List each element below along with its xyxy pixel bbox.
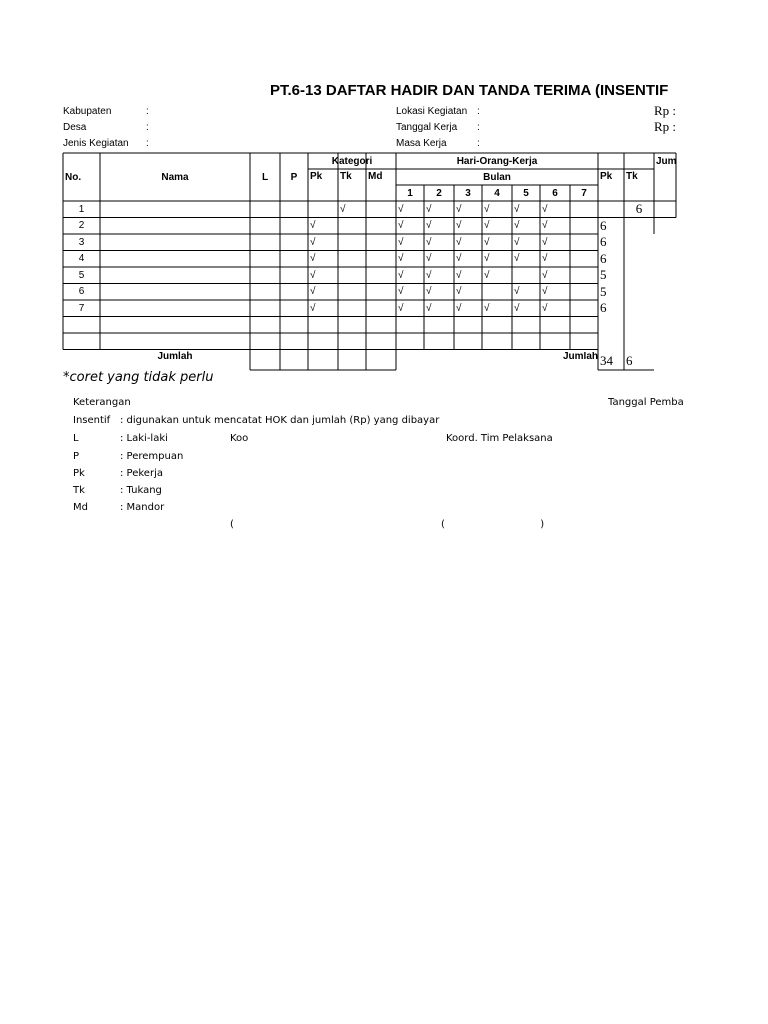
- table-row-sum-pk: 6: [600, 250, 607, 266]
- table-row-sum-pk: [598, 201, 626, 218]
- table-row-day-7: [570, 251, 600, 268]
- table-row-pk: √: [310, 302, 316, 314]
- legend-value-md: : Mandor: [120, 502, 165, 513]
- table-row-day-7: [570, 317, 600, 334]
- header-rp-2: Rp :: [654, 119, 677, 134]
- table-row-day-6: √: [542, 253, 548, 265]
- table-row-no: [63, 333, 100, 350]
- col-header-hok: Hari-Orang-Kerja: [456, 155, 538, 167]
- table-row-day-1: [396, 333, 426, 350]
- table-row-day-6: √: [542, 236, 548, 248]
- table-row-no: [63, 317, 100, 334]
- table-row-day-3: [454, 317, 484, 334]
- legend-key-tk: Tk: [73, 485, 85, 496]
- table-row-no: 4: [78, 253, 85, 265]
- table-row-no: 3: [78, 236, 85, 248]
- col-header-nama: Nama: [161, 171, 189, 183]
- table-row-day-1: √: [398, 220, 404, 232]
- table-row-day-4: √: [484, 302, 490, 314]
- header-tanggal-label: Tanggal Kerja: [396, 122, 458, 133]
- legend-value-insentif: : digunakan untuk mencatat HOK dan jumlah (Rp) yang dibayar: [120, 415, 440, 426]
- col-header-day-5: 5: [523, 187, 529, 199]
- table-row-sum-pk: 5: [600, 267, 607, 283]
- table-row-tk: [338, 317, 368, 334]
- legend-key-insentif: Insentif: [73, 415, 111, 426]
- col-header-cat-tk: Tk: [340, 170, 352, 182]
- table-row-pk: √: [310, 220, 316, 232]
- table-row-day-5: √: [514, 203, 520, 215]
- table-row-day-1: √: [398, 253, 404, 265]
- table-row-sum-pk: 6: [600, 300, 607, 316]
- table-row-sum-tk: [624, 251, 654, 268]
- table-row-day-1: √: [398, 236, 404, 248]
- legend-value-p: : Perempuan: [120, 451, 184, 462]
- table-row-day-6: √: [542, 203, 548, 215]
- table-row-day-7: [570, 201, 600, 218]
- table-row-day-1: √: [398, 302, 404, 314]
- table-row-day-6: [540, 317, 572, 334]
- table-row-sum-tk: [624, 218, 654, 235]
- tanggal-pembayaran-label: Tanggal Pemba: [608, 397, 684, 408]
- table-row-pk: [308, 333, 340, 350]
- table-row-pk: [308, 201, 340, 218]
- table-row-day-5: √: [514, 286, 520, 298]
- table-row-day-4: √: [484, 236, 490, 248]
- table-row-md: [366, 333, 398, 350]
- legend-key-p: P: [73, 451, 80, 462]
- signature-paren-right: ( ): [441, 519, 545, 530]
- table-row-day-1: √: [398, 203, 404, 215]
- col-header-cat-md: Md: [368, 170, 383, 182]
- table-row-sum-tk: [624, 267, 654, 284]
- table-row-day-6: √: [542, 302, 548, 314]
- koord-label-cut: Koo: [230, 433, 249, 444]
- header-jenis-label: Jenis Kegiatan: [63, 138, 129, 149]
- table-row-sum-tk: 6: [635, 201, 643, 217]
- table-row-day-2: √: [426, 269, 432, 281]
- table-row-day-5: [512, 317, 542, 334]
- table-row-day-6: √: [542, 269, 548, 281]
- table-row-day-3: √: [456, 220, 462, 232]
- table-row-tk: [338, 300, 368, 317]
- table-row-sum-tk: [624, 300, 654, 317]
- col-header-kategori: Kategori: [331, 155, 373, 167]
- legend-value-tk: : Tukang: [120, 485, 162, 496]
- table-row-pk: [308, 317, 340, 334]
- table-row-tk: [338, 251, 368, 268]
- jumlah-right-label: Jumlah: [562, 351, 598, 362]
- table-row-pk: √: [310, 236, 316, 248]
- table-row-tk: [338, 267, 368, 284]
- header-lokasi-colon: :: [477, 106, 480, 117]
- table-row-day-7: [570, 300, 600, 317]
- col-header-day-1: 1: [407, 187, 413, 199]
- table-row-sum-pk: 6: [600, 234, 607, 250]
- table-row-day-3: √: [456, 269, 462, 281]
- table-row-day-2: √: [426, 286, 432, 298]
- table-row-day-7: [570, 284, 600, 301]
- table-row-day-5: √: [514, 220, 520, 232]
- table-row-day-5: [512, 333, 542, 350]
- table-row-day-1: [396, 317, 426, 334]
- table-row-sum-pk: [598, 317, 626, 334]
- header-kabupaten-label: Kabupaten: [63, 106, 112, 117]
- col-header-day-4: 4: [494, 187, 500, 199]
- table-row-tk: [338, 218, 368, 235]
- table-row-pk: √: [310, 286, 316, 298]
- note-coret: *coret yang tidak perlu: [63, 370, 214, 385]
- col-header-day-2: 2: [436, 187, 442, 199]
- table-row-no: 5: [78, 269, 85, 281]
- table-row-day-3: √: [456, 302, 462, 314]
- col-header-bulan: Bulan: [483, 171, 511, 183]
- table-row-md: [366, 284, 398, 301]
- table-row-day-6: √: [542, 286, 548, 298]
- table-row-day-3: [454, 333, 484, 350]
- header-lokasi-label: Lokasi Kegiatan: [396, 106, 468, 117]
- table-row-day-2: √: [426, 220, 432, 232]
- table-row-sum-tk: [624, 317, 654, 334]
- header-desa-label: Desa: [63, 122, 87, 133]
- table-row-day-6: √: [542, 220, 548, 232]
- table-row-day-1: √: [398, 286, 404, 298]
- table-row-tk: [338, 333, 368, 350]
- header-masa-colon: :: [477, 138, 480, 149]
- legend-key-l: L: [73, 433, 79, 444]
- header-jenis-colon: :: [146, 138, 149, 149]
- table-row-md: [366, 251, 398, 268]
- total-pk: 34: [600, 352, 613, 368]
- table-row-day-2: √: [426, 236, 432, 248]
- table-row-tk: [338, 234, 368, 251]
- page-title: PT.6-13 DAFTAR HADIR DAN TANDA TERIMA (INSENTIF: [270, 82, 669, 99]
- table-row-no: 2: [78, 220, 85, 232]
- legend-value-l: : Laki-laki: [120, 433, 168, 444]
- table-row-sum-tk: [624, 284, 654, 301]
- table-row-day-7: [570, 333, 600, 350]
- total-tk: 6: [626, 352, 633, 368]
- legend-key-md: Md: [73, 502, 88, 513]
- col-header-p: P: [290, 171, 298, 183]
- table-row-day-4: √: [484, 269, 490, 281]
- header-masa-label: Masa Kerja: [396, 138, 447, 149]
- table-row-md: [366, 201, 398, 218]
- table-row-day-4: [482, 333, 514, 350]
- table-row-day-7: [570, 218, 600, 235]
- header-rp-1: Rp :: [654, 103, 677, 118]
- table-row-sum-tk: [624, 333, 654, 350]
- table-row-day-5: √: [514, 236, 520, 248]
- col-header-no: No.: [65, 171, 82, 183]
- col-header-sum-pk: Pk: [600, 170, 613, 182]
- table-row-day-5: [512, 267, 542, 284]
- table-row-tk: [338, 284, 368, 301]
- table-row-md: [366, 218, 398, 235]
- jumlah-label: Jumlah: [157, 351, 193, 363]
- table-row-day-4: [482, 284, 514, 301]
- table-row-day-2: √: [426, 203, 432, 215]
- table-row-day-4: √: [484, 253, 490, 265]
- table-row-day-7: [570, 267, 600, 284]
- table-row-no: 1: [78, 203, 85, 215]
- table-row-pk: √: [310, 269, 316, 281]
- table-row-day-5: √: [514, 253, 520, 265]
- table-row-sum-pk: 5: [600, 283, 607, 299]
- table-row-day-4: √: [484, 220, 490, 232]
- table-row-pk: √: [310, 253, 316, 265]
- table-row-md: [366, 300, 398, 317]
- table-row-day-6: [540, 333, 572, 350]
- signature-paren-left: (: [230, 519, 234, 530]
- table-row-sum-pk: 6: [600, 217, 607, 233]
- koord-tim-pelaksana-label: Koord. Tim Pelaksana: [446, 433, 553, 444]
- table-row-day-3: √: [456, 236, 462, 248]
- header-kabupaten-colon: :: [146, 106, 149, 117]
- col-header-day-3: 3: [465, 187, 471, 199]
- table-row-day-4: √: [484, 203, 490, 215]
- col-header-sum-tk: Tk: [626, 170, 638, 182]
- table-row-day-2: [424, 317, 456, 334]
- table-row-day-3: √: [456, 286, 462, 298]
- table-row-md: [366, 267, 398, 284]
- table-row-day-3: √: [456, 203, 462, 215]
- table-row-md: [366, 234, 398, 251]
- table-row-tk: √: [340, 203, 346, 215]
- table-row-no: 6: [78, 286, 85, 298]
- table-row-day-4: [482, 317, 514, 334]
- legend-key-pk: Pk: [73, 468, 85, 479]
- table-row-md: [366, 317, 398, 334]
- table-row-day-2: √: [426, 302, 432, 314]
- table-row-day-3: √: [456, 253, 462, 265]
- keterangan-title: Keterangan: [73, 397, 131, 408]
- table-row-sum-tk: [624, 234, 654, 251]
- table-row-day-2: √: [426, 253, 432, 265]
- col-header-day-7: 7: [581, 187, 587, 199]
- header-tanggal-colon: :: [477, 122, 480, 133]
- table-row-day-1: √: [398, 269, 404, 281]
- col-header-jumlah: Jum: [656, 155, 677, 167]
- col-header-day-6: 6: [552, 187, 558, 199]
- header-desa-colon: :: [146, 122, 149, 133]
- table-row-no: 7: [78, 302, 85, 314]
- table-row-day-5: √: [514, 302, 520, 314]
- col-header-cat-pk: Pk: [310, 170, 323, 182]
- table-row-day-7: [570, 234, 600, 251]
- table-row-sum-pk: [598, 333, 626, 350]
- legend-value-pk: : Pekerja: [120, 468, 163, 479]
- col-header-l: L: [261, 171, 269, 183]
- table-row-day-2: [424, 333, 456, 350]
